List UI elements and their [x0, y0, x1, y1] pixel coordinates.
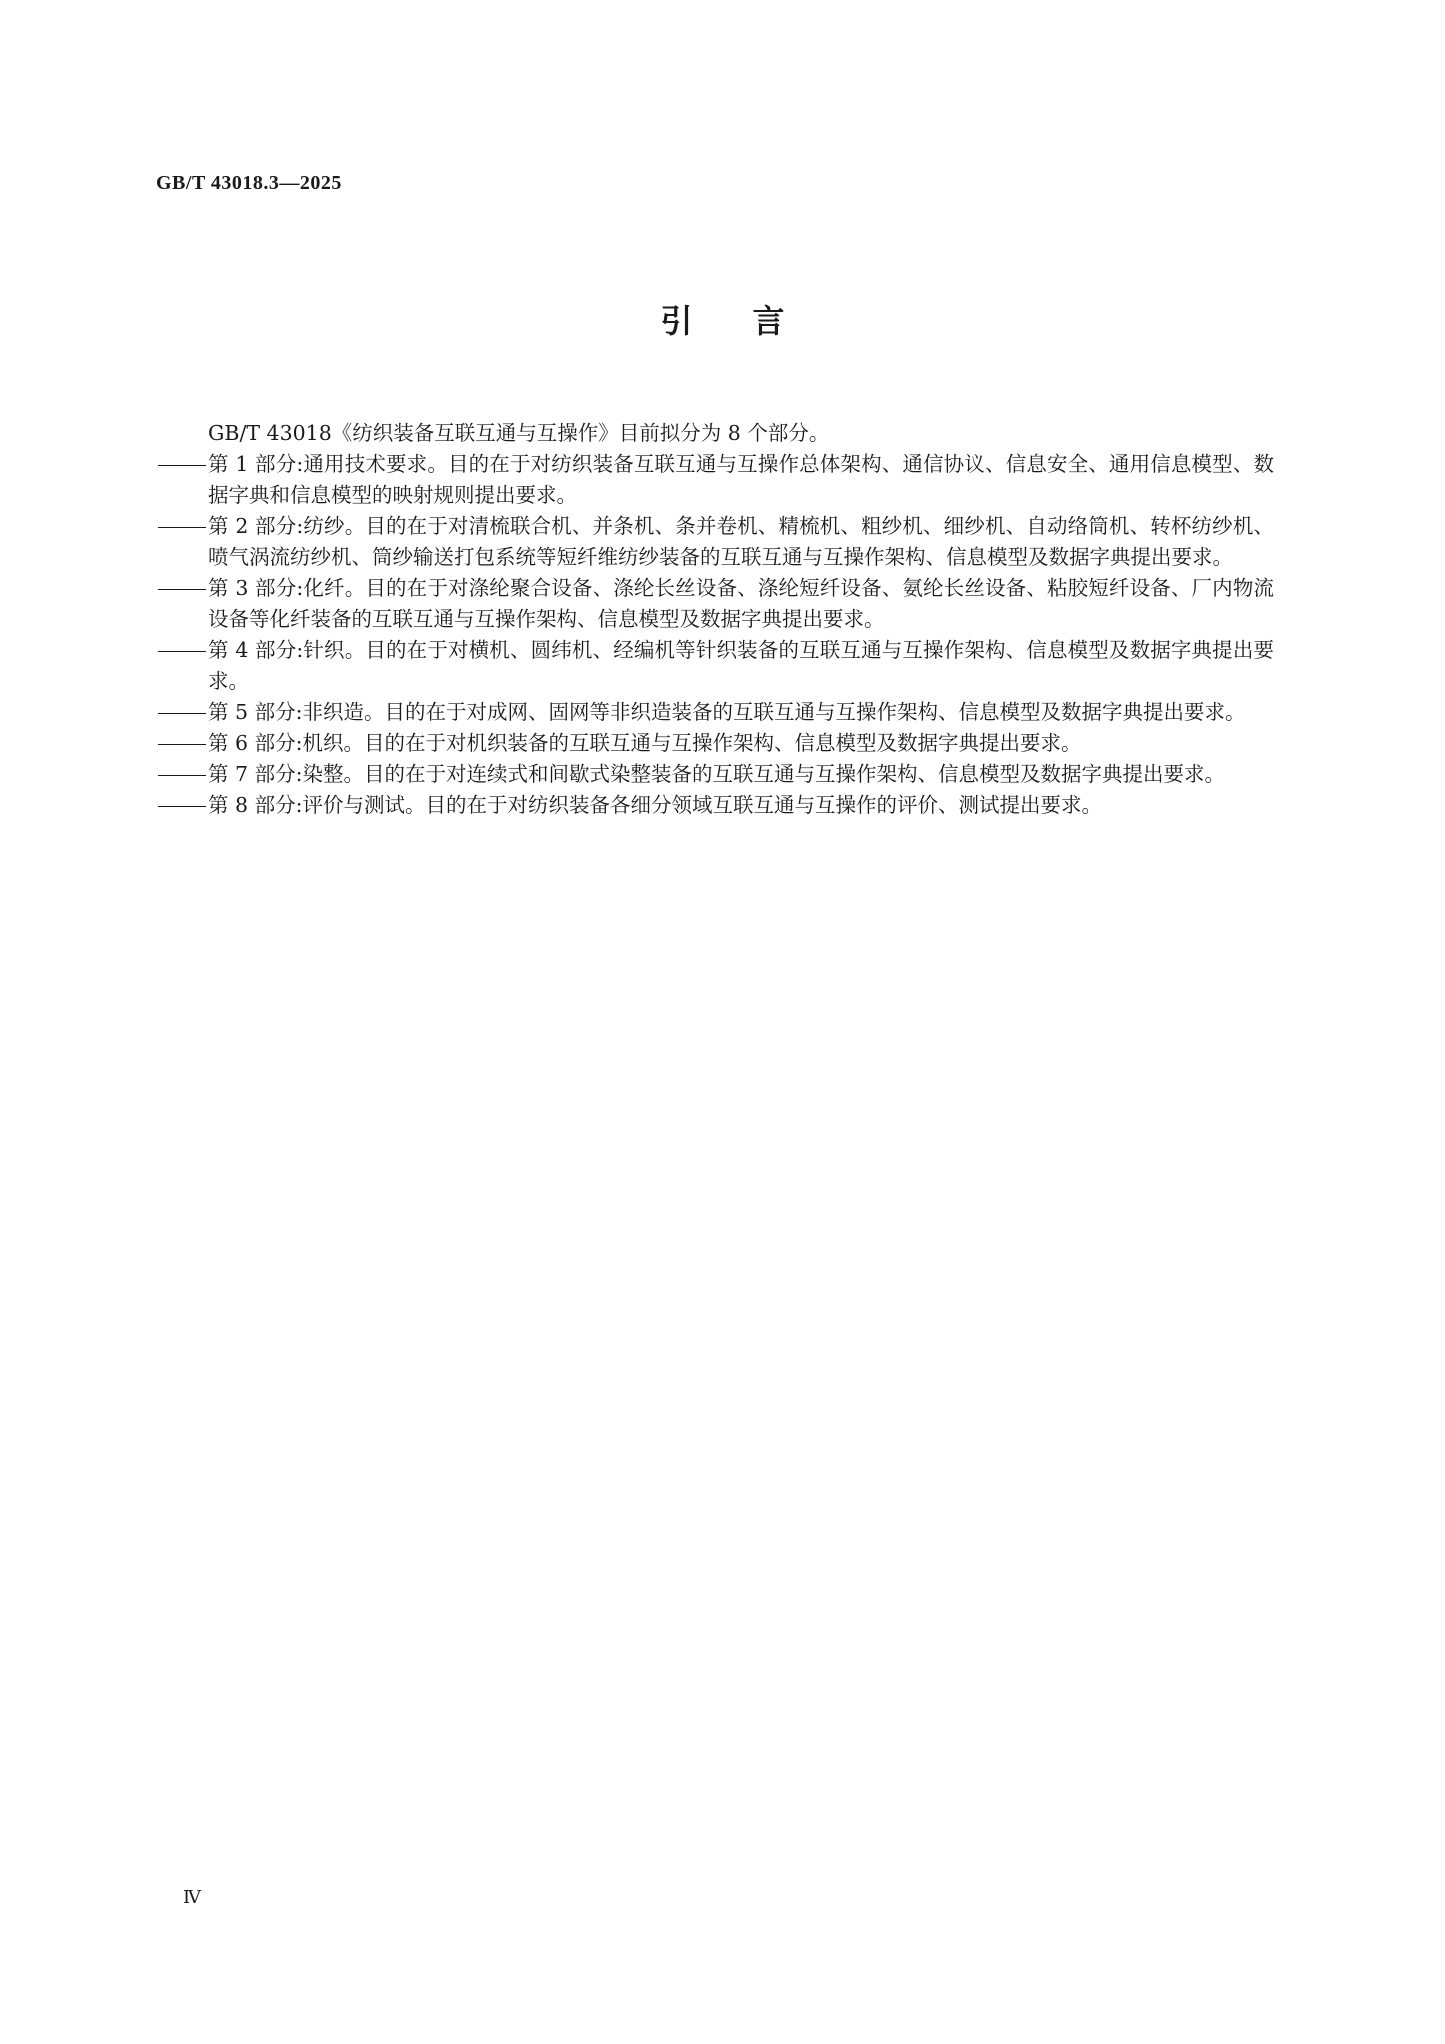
list-item-part-7	[156, 759, 1274, 790]
list-item-part-1	[156, 449, 1274, 511]
list-item-part-5	[156, 697, 1274, 728]
part-text: 第 2 部分:纺纱。目的在于对清梳联合机、并条机、条并卷机、精梳机、粗纱机、细纱机、自动络筒机、转杯纺纱机、喷气涡流纺纱机、筒纱输送打包系统等短纤维纺纱装备的互联互通与互操作架构、信息模型及数据字典提出要求。	[208, 514, 1274, 569]
list-item-part-4	[156, 635, 1274, 697]
intro-paragraph: GB/T 43018《纺织装备互联互通与互操作》目前拟分为 8 个部分。	[208, 421, 830, 445]
part-text: 第 4 部分:针织。目的在于对横机、圆纬机、经编机等针织装备的互联互通与互操作架构、信息模型及数据字典提出要求。	[208, 638, 1274, 693]
part-text: 第 1 部分:通用技术要求。目的在于对纺织装备互联互通与互操作总体架构、通信协议、信息安全、通用信息模型、数据字典和信息模型的映射规则提出要求。	[208, 452, 1274, 507]
standard-code: GB/T 43018.3—2025	[156, 172, 342, 194]
list-item-part-3	[156, 573, 1274, 635]
part-text: 第 5 部分:非织造。目的在于对成网、固网等非织造装备的互联互通与互操作架构、信息模型及数据字典提出要求。	[208, 700, 1246, 724]
part-text: 第 7 部分:染整。目的在于对连续式和间歇式染整装备的互联互通与互操作架构、信息模型及数据字典提出要求。	[208, 762, 1225, 786]
list-item-part-8	[156, 790, 1274, 821]
part-text: 第 8 部分:评价与测试。目的在于对纺织装备各细分领域互联互通与互操作的评价、测试提出要求。	[208, 793, 1102, 817]
introduction-body	[208, 418, 1274, 821]
parts-list	[208, 449, 1274, 821]
list-item-part-2	[156, 511, 1274, 573]
part-text: 第 3 部分:化纤。目的在于对涤纶聚合设备、涤纶长丝设备、涤纶短纤设备、氨纶长丝设备、粘胶短纤设备、厂内物流设备等化纤装备的互联互通与互操作架构、信息模型及数据字典提出要求。	[208, 576, 1274, 631]
part-text: 第 6 部分:机织。目的在于对机织装备的互联互通与互操作架构、信息模型及数据字典提出要求。	[208, 731, 1082, 755]
list-item-part-6	[156, 728, 1274, 759]
page-number: Ⅳ	[183, 1887, 201, 1907]
section-title: 引言	[660, 302, 845, 340]
